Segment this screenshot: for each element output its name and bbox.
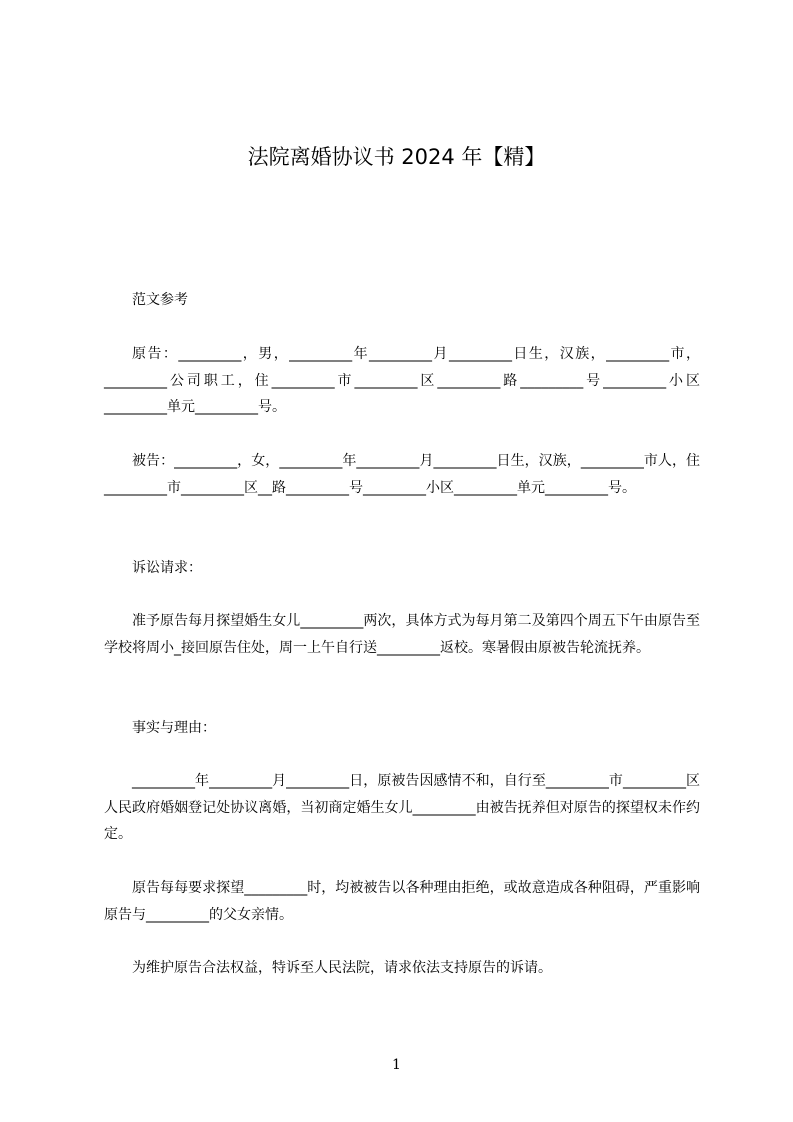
claims-heading: [104, 555, 700, 582]
claims-text: 准予原告每月探望婚生女儿_________两次，具体方式为每月第二及第四个周五下午由原告至学校将周小_接回原告住处，周一上午自行送_________返校。寒暑假由原被告轮流抚养。: [104, 613, 700, 656]
conclusion-text: 为维护原告合法权益，特诉至人民法院，请求依法支持原告的诉请。: [132, 960, 552, 976]
conclusion-paragraph: [104, 955, 700, 982]
reference-label: [104, 287, 700, 314]
claims-heading-text: 诉讼请求：: [132, 560, 202, 576]
reference-text: 范文参考: [132, 292, 188, 308]
page-number: 1: [392, 1057, 401, 1073]
defendant-paragraph: [104, 448, 700, 501]
plaintiff-paragraph: [104, 341, 700, 421]
facts-text-1: _________年_________月_________日，原被告因感情不和，自行至_________市_________区人民政府婚姻登记处协议离婚，当初商定婚生女儿_________由被告抚养但对原告的探望权未作约定。: [104, 773, 700, 842]
document-title: 法院离婚协议书 2024 年【精】: [247, 145, 546, 169]
plaintiff-text: 原告：_________，男，_________年_________月_________日生，汉族，_________市，_________公司职工，住_________市_________区_________路_________号_________小区_________单元_________号。: [104, 346, 700, 415]
claims-paragraph: [104, 608, 700, 661]
facts-text-2: 原告每每要求探望_________时，均被被告以各种理由拒绝，或故意造成各种阻碍，严重影响原告与_________的父女亲情。: [104, 880, 700, 923]
facts-paragraph-1: [104, 768, 700, 848]
facts-heading-text: 事实与理由：: [132, 720, 216, 736]
defendant-text: 被告：_________，女，_________年_________月_________日生，汉族，_________市人，住_________市_________区__路_________号_________小区_________单元_________号。: [104, 453, 700, 496]
facts-heading: [104, 715, 700, 742]
facts-paragraph-2: [104, 875, 700, 928]
